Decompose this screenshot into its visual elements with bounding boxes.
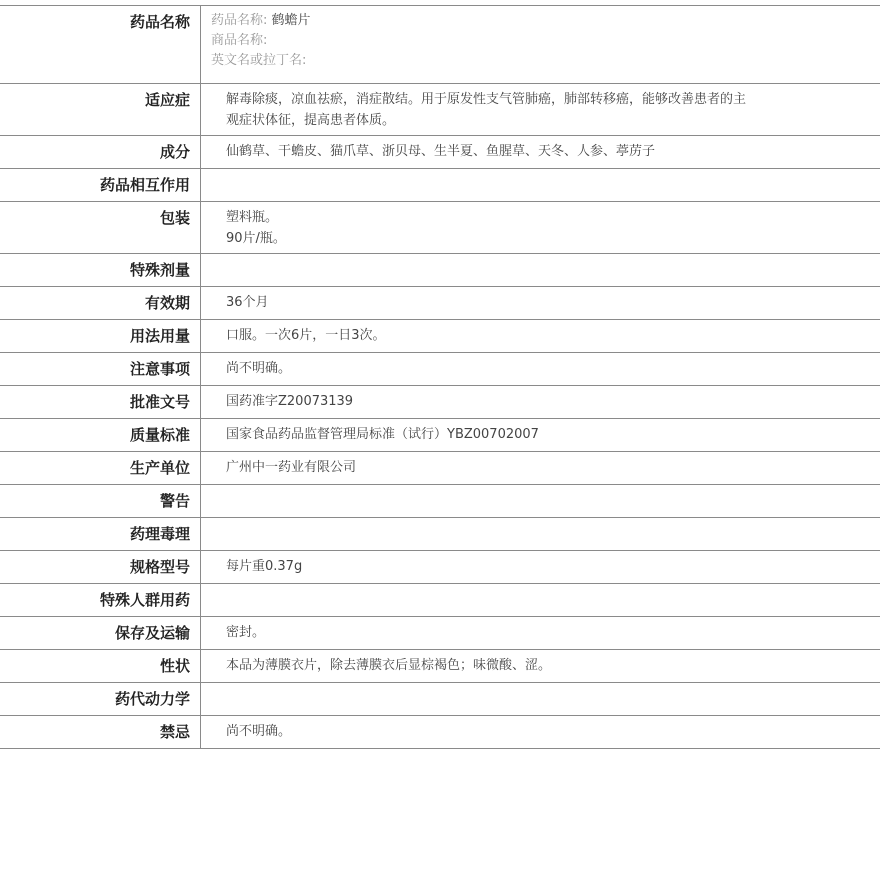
field-label: 药品名称: [0, 6, 201, 84]
info-row: [0, 320, 880, 353]
field-label: 包装: [0, 202, 201, 254]
field-value: [201, 287, 880, 320]
drug-info-body: [0, 6, 880, 749]
value-line: 仙鹤草、干蟾皮、猫爪草、浙贝母、生半夏、鱼腥草、天冬、人参、葶苈子: [226, 144, 656, 159]
field-label: 注意事项: [0, 353, 201, 386]
info-row: [0, 202, 880, 254]
field-label: 批准文号: [0, 386, 201, 419]
info-row: [0, 518, 880, 551]
value-line: 国家食品药品监督管理局标准（试行）YBZ00702007: [226, 427, 539, 442]
field-value: [201, 84, 880, 136]
field-value: [201, 485, 880, 518]
field-value: [201, 584, 880, 617]
field-label: 性状: [0, 650, 201, 683]
name-value: 鹤蟾片: [271, 13, 311, 28]
info-row: [0, 419, 880, 452]
value-line: 尚不明确。: [226, 361, 292, 376]
field-label: 用法用量: [0, 320, 201, 353]
value-line: 90片/瓶。: [226, 231, 286, 246]
info-row: [0, 6, 880, 84]
field-value: [201, 419, 880, 452]
value-line: 每片重0.37g: [226, 559, 303, 574]
name-key: 英文名或拉丁名:: [211, 53, 307, 68]
value-line: 密封。: [226, 625, 266, 640]
info-row: [0, 136, 880, 169]
info-row: [0, 254, 880, 287]
info-row: [0, 683, 880, 716]
field-value: [201, 551, 880, 584]
field-value: [201, 353, 880, 386]
info-row: [0, 584, 880, 617]
info-row: [0, 551, 880, 584]
field-label: 警告: [0, 485, 201, 518]
value-line: 尚不明确。: [226, 724, 292, 739]
name-key: 药品名称:: [211, 13, 268, 28]
field-value: [201, 617, 880, 650]
field-value: [201, 650, 880, 683]
field-label: 特殊剂量: [0, 254, 201, 287]
value-line: 口服。一次6片，一日3次。: [226, 328, 386, 343]
field-value: [201, 386, 880, 419]
field-label: 成分: [0, 136, 201, 169]
value-line: 国药准字Z20073139: [226, 394, 354, 409]
info-row: [0, 650, 880, 683]
field-value: [201, 452, 880, 485]
info-row: [0, 386, 880, 419]
field-label: 药代动力学: [0, 683, 201, 716]
field-value: [201, 169, 880, 202]
field-label: 保存及运输: [0, 617, 201, 650]
value-line: 塑料瓶。: [226, 210, 279, 225]
name-line: [211, 11, 880, 31]
field-value: [201, 518, 880, 551]
info-row: [0, 353, 880, 386]
field-value: [201, 6, 880, 84]
info-row: [0, 287, 880, 320]
field-label: 适应症: [0, 84, 201, 136]
value-line: 广州中一药业有限公司: [226, 460, 357, 475]
field-label: 药理毒理: [0, 518, 201, 551]
info-row: [0, 452, 880, 485]
field-label: 禁忌: [0, 716, 201, 749]
field-label: 有效期: [0, 287, 201, 320]
field-label: 药品相互作用: [0, 169, 201, 202]
field-value: [201, 202, 880, 254]
name-line: [211, 31, 880, 51]
value-line: 36个月: [226, 295, 269, 310]
field-label: 质量标准: [0, 419, 201, 452]
name-key: 商品名称:: [211, 33, 268, 48]
info-row: [0, 169, 880, 202]
field-value: [201, 320, 880, 353]
info-row: [0, 84, 880, 136]
value-line: 本品为薄膜衣片，除去薄膜衣后显棕褐色；味微酸、涩。: [226, 658, 552, 673]
info-row: [0, 716, 880, 749]
drug-info-table: [0, 5, 880, 749]
info-row: [0, 485, 880, 518]
field-label: 规格型号: [0, 551, 201, 584]
field-value: [201, 136, 880, 169]
value-line: 解毒除痰，凉血祛瘀，消症散结。用于原发性支气管肺癌，肺部转移癌，能够改善患者的主: [226, 92, 747, 107]
field-value: [201, 716, 880, 749]
field-value: [201, 254, 880, 287]
name-line: [211, 51, 880, 71]
value-line: 观症状体征，提高患者体质。: [226, 113, 396, 128]
field-value: [201, 683, 880, 716]
field-label: 特殊人群用药: [0, 584, 201, 617]
field-label: 生产单位: [0, 452, 201, 485]
info-row: [0, 617, 880, 650]
